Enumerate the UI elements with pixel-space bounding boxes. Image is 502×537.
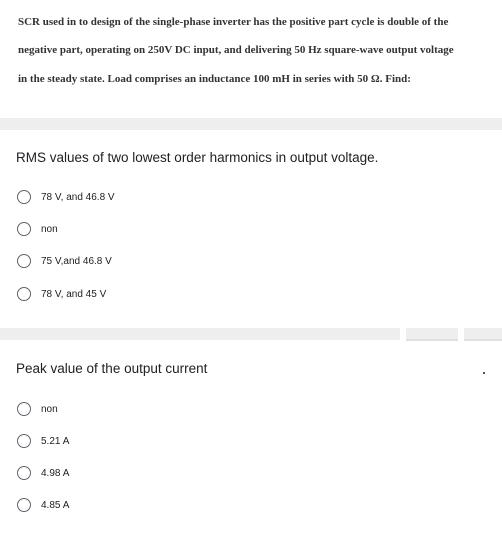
radio-button[interactable] [17,254,31,268]
problem-line-3: in the steady state. Load comprises an inductance 100 mH in series with 50 Ω. Find: [18,73,411,85]
problem-line-1: SCR used in to design of the single-phase inverter has the positive part cycle is double of the [18,16,449,28]
option-label: 78 V, and 46.8 V [41,191,115,203]
option-label: 78 V, and 45 V [41,288,107,300]
option-label: 75 V,and 46.8 V [41,255,112,267]
radio-button[interactable] [17,434,31,448]
option-q2-4[interactable] [17,495,69,515]
radio-button[interactable] [17,287,31,301]
option-label: 5.21 A [41,435,70,447]
option-label: 4.85 A [41,499,70,511]
question-title: Peak value of the output current [16,361,208,376]
option-q2-1[interactable] [17,399,58,419]
radio-button[interactable] [17,498,31,512]
section-separator [0,118,502,130]
radio-button[interactable] [17,402,31,416]
option-label: non [41,403,58,415]
option-q2-2[interactable] [17,431,69,451]
option-label: non [41,223,58,235]
radio-button[interactable] [17,190,31,204]
option-q1-1[interactable] [17,187,115,207]
option-q1-4[interactable] [17,284,106,304]
question-title: RMS values of two lowest order harmonics in output voltage. [16,150,379,165]
dot-mark [483,372,485,374]
problem-line-2: negative part, operating on 250V DC input, and delivering 50 Hz square-wave output voltage [18,44,454,56]
option-q1-3[interactable] [17,251,112,271]
option-q1-2[interactable] [17,219,58,239]
option-label: 4.98 A [41,467,70,479]
problem-statement [0,0,502,118]
radio-button[interactable] [17,222,31,236]
option-q2-3[interactable] [17,463,69,483]
radio-button[interactable] [17,466,31,480]
